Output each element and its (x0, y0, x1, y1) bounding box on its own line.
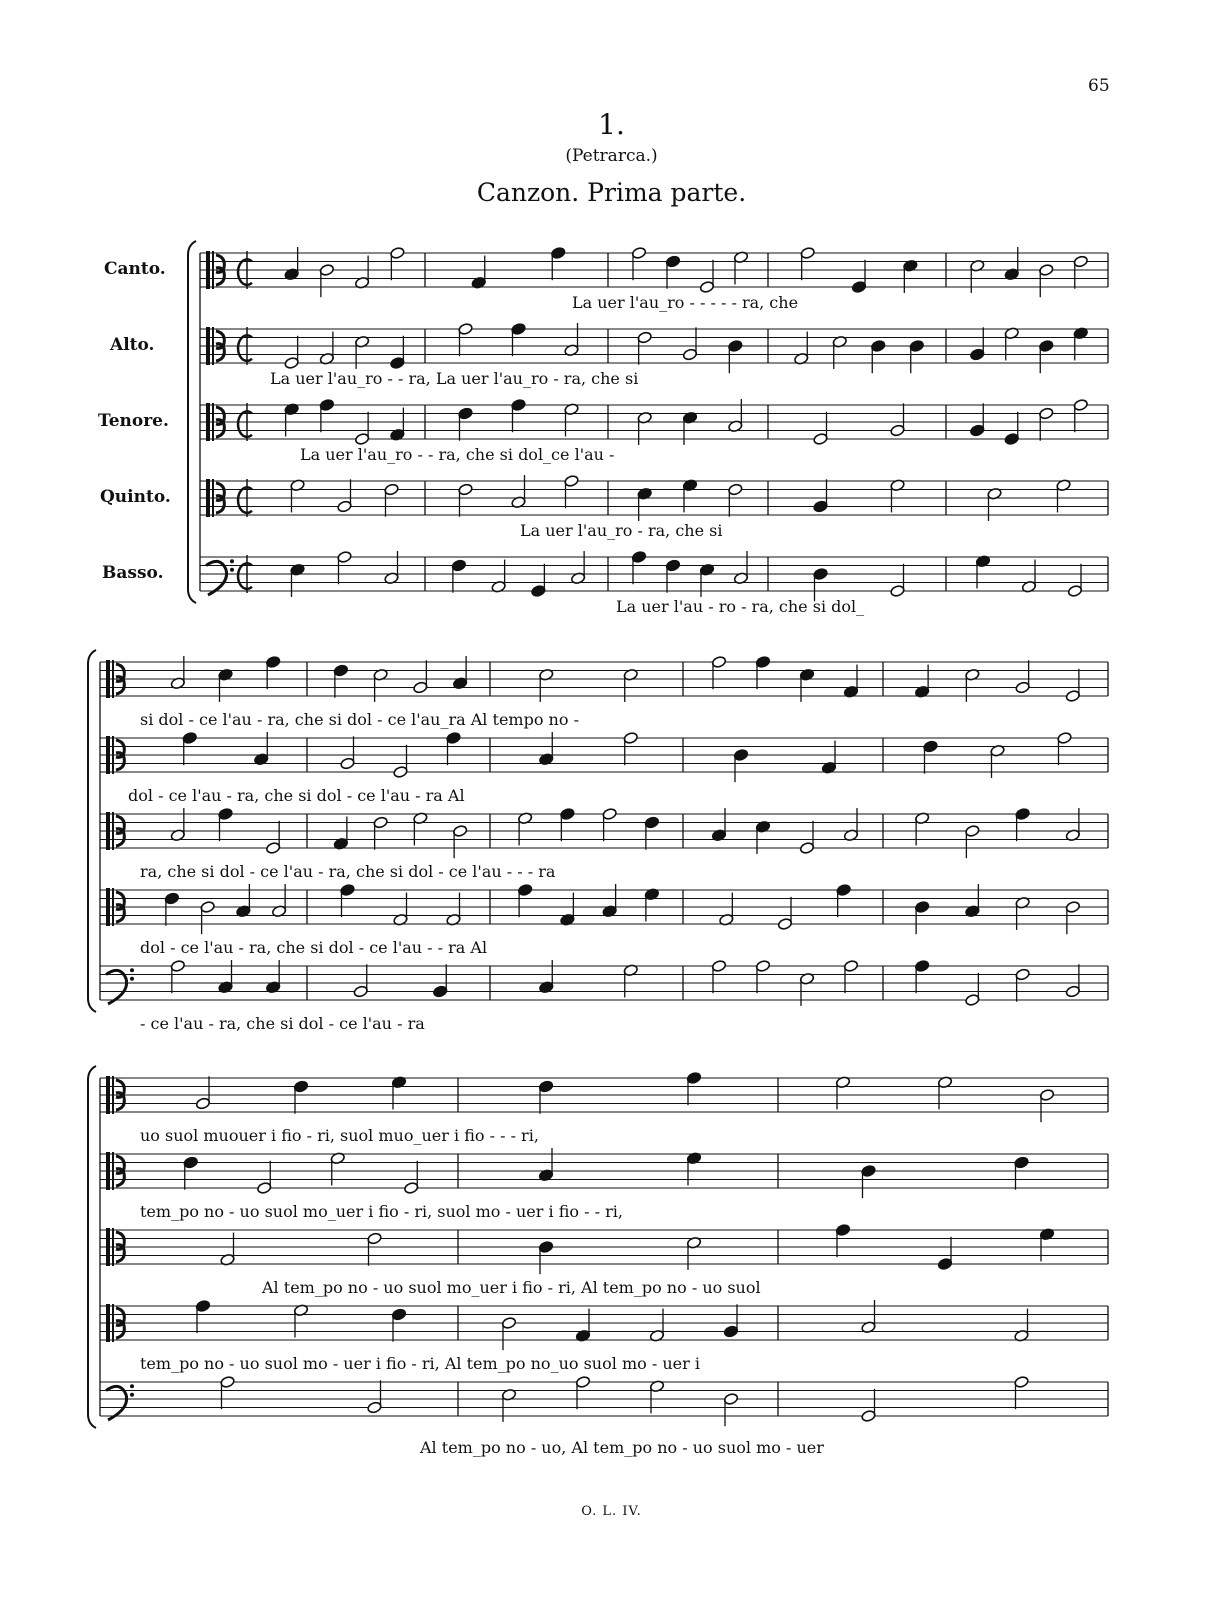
system-bracket (88, 1066, 96, 1428)
c-clef-icon (206, 403, 210, 441)
lyric-s3-alto: tem_po no - uo suol mo_uer i fio - ri, suol mo - uer i fio - - ri, (140, 1202, 623, 1221)
voice-label-quinto: Quinto. (100, 487, 171, 507)
f-clef-dot (130, 1393, 134, 1397)
c-clef-bar (212, 327, 214, 365)
c-clef-bar (112, 1152, 114, 1190)
piece-title: Canzon. Prima parte. (476, 178, 747, 207)
system-bracket (188, 241, 196, 603)
system-bracket (88, 650, 96, 1012)
c-clef-bar (212, 479, 214, 517)
lyric-s2-tenore: ra, che si dol - ce l'au - ra, che si dol - ce l'au - - - ra (140, 862, 556, 881)
c-clef-icon (206, 327, 210, 365)
voice-label-alto: Alto. (110, 335, 155, 355)
c-clef-icon (206, 251, 210, 289)
lyric-s2-alto: dol - ce l'au - ra, che si dol - ce l'au - ra Al (128, 786, 465, 805)
voice-label-tenore: Tenore. (98, 411, 169, 431)
c-clef-icon (106, 1304, 110, 1342)
signature-mark: O. L. IV. (581, 1504, 642, 1519)
voice-label-canto: Canto. (104, 259, 166, 279)
c-clef-bar (112, 660, 114, 698)
c-clef-bar (112, 1304, 114, 1342)
page-number: 65 (1088, 76, 1110, 96)
c-clef-icon (106, 736, 110, 774)
lyric-s1-canto: La uer l'au_ro - - - - - ra, che (572, 293, 799, 312)
lyric-s1-quinto: La uer l'au_ro - ra, che si (520, 521, 723, 540)
f-clef-icon (106, 970, 127, 1004)
lyric-s2-canto: si dol - ce l'au - ra, che si dol - ce l'au_ra Al tempo no - (140, 710, 579, 729)
lyric-s2-quinto: dol - ce l'au - ra, che si dol - ce l'au - - ra Al (140, 938, 488, 957)
c-clef-bar (112, 812, 114, 850)
f-clef-dot (130, 1384, 134, 1388)
c-clef-icon (106, 1228, 110, 1266)
c-clef-icon (106, 1076, 110, 1114)
lyric-s2-basso: - ce l'au - ra, che si dol - ce l'au - ra (140, 1014, 425, 1033)
c-clef-bar (112, 1228, 114, 1266)
c-clef-icon (106, 812, 110, 850)
f-clef-dot (130, 968, 134, 972)
f-clef-icon (206, 561, 227, 595)
cut-time-icon (238, 335, 252, 361)
lyric-s1-alto: La uer l'au_ro - - ra, La uer l'au_ro - ra, che si (270, 369, 639, 388)
lyric-s3-basso: Al tem_po no - uo, Al tem_po no - uo suol mo - uer (420, 1438, 824, 1457)
voice-label-basso: Basso. (102, 563, 164, 583)
c-clef-icon (106, 1152, 110, 1190)
cut-time-icon (238, 563, 252, 589)
cut-time-icon (238, 259, 252, 285)
piece-number: 1. (598, 108, 625, 141)
c-clef-icon (106, 888, 110, 926)
lyric-s3-quinto: tem_po no - uo suol mo - uer i fio - ri, Al tem_po no_uo suol mo - uer i (140, 1354, 700, 1373)
cut-time-icon (238, 487, 252, 513)
f-clef-dot (230, 559, 234, 563)
cut-time-icon (238, 411, 252, 436)
c-clef-icon (206, 479, 210, 517)
f-clef-icon (106, 1386, 127, 1420)
f-clef-dot (230, 568, 234, 572)
c-clef-icon (106, 660, 110, 698)
poet-attribution: (Petrarca.) (565, 146, 658, 166)
lyric-s1-tenore: La uer l'au_ro - - ra, che si dol_ce l'au - (300, 445, 615, 464)
c-clef-bar (112, 888, 114, 926)
c-clef-bar (112, 736, 114, 774)
c-clef-bar (212, 251, 214, 289)
f-clef-dot (130, 977, 134, 981)
c-clef-bar (212, 403, 214, 441)
lyric-s1-basso: La uer l'au - ro - ra, che si dol_ (616, 597, 865, 616)
lyric-s3-tenore: Al tem_po no - uo suol mo_uer i fio - ri, Al tem_po no - uo suol (262, 1278, 761, 1297)
lyric-s3-canto: uo suol muouer i fio - ri, suol muo_uer i fio - - - ri, (140, 1126, 539, 1145)
c-clef-bar (112, 1076, 114, 1114)
